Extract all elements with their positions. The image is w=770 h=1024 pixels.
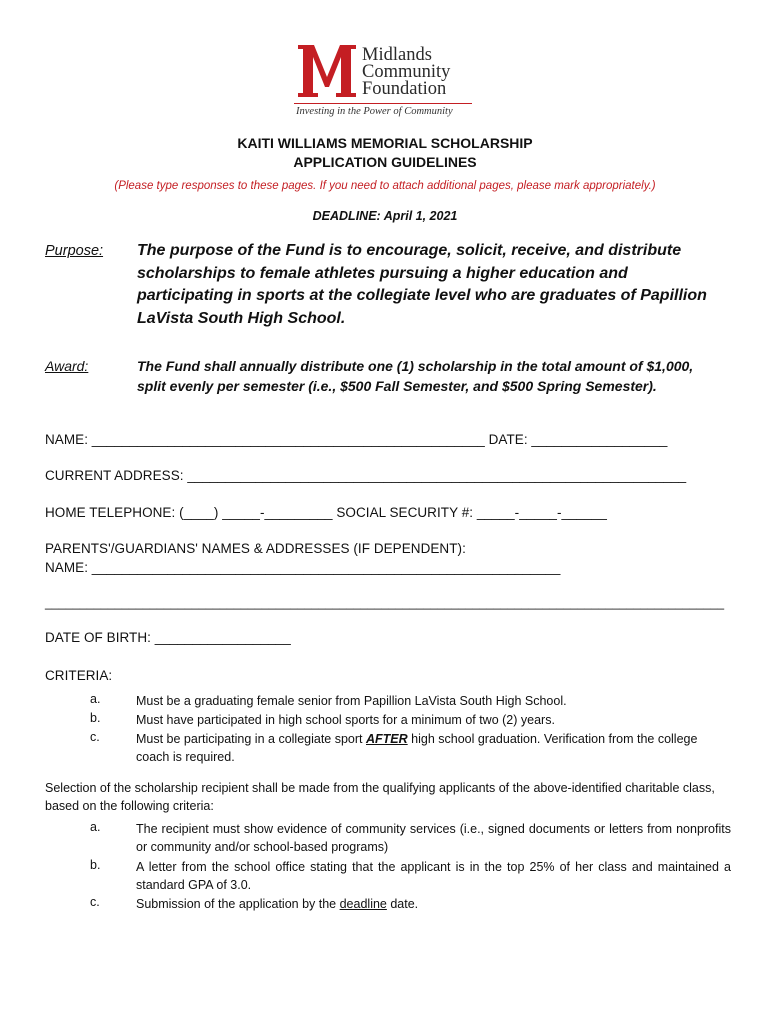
selection-intro: Selection of the scholarship recipient shall be made from the qualifying applicants of the above-identified charitable class, based on the following criteria: — [45, 781, 715, 813]
criteria-marker-b: b. — [90, 711, 101, 725]
parents-name-field[interactable]: NAME: ______________________________________________________________ — [45, 560, 561, 575]
logo-line-2: Community — [362, 62, 451, 82]
selection-marker-c: c. — [90, 895, 100, 909]
current-address-field[interactable]: CURRENT ADDRESS: __________________________________________________________________ — [45, 468, 687, 483]
selection-item-b: A letter from the school office stating that the applicant is in the top 25% of her class and maintained a standard GPA of 3.0. — [136, 860, 731, 892]
selection-item-c — [136, 895, 731, 913]
criteria-item-c-text-2: high school graduation. Verification from the college coach is required. — [136, 732, 698, 764]
selection-marker-b: b. — [90, 858, 101, 872]
criteria-marker-a: a. — [90, 692, 101, 706]
telephone-ssn-field[interactable]: HOME TELEPHONE: (____) _____-_________ SOCIAL SECURITY #: _____-_____-______ — [45, 505, 607, 520]
m-logo-icon — [296, 43, 358, 101]
purpose-text: The purpose of the Fund is to encourage, solicit, receive, and distribute scholarships to female athletes pursuing a higher education and participating in sports at the collegiate level who are graduates of Papillion LaVista South High School. — [137, 242, 707, 327]
criteria-item-c-emphasis: AFTER — [366, 732, 408, 746]
name-date-field[interactable]: NAME: ____________________________________________________ DATE: __________________ — [45, 432, 668, 447]
deadline: DEADLINE: April 1, 2021 — [312, 209, 458, 223]
criteria-item-c-text-1: Must be participating in a collegiate sport — [136, 732, 366, 746]
instruction-note: (Please type responses to these pages. If you need to attach additional pages, please mark appropriately.) — [114, 180, 656, 192]
criteria-item-a: Must be a graduating female senior from Papillion LaVista South High School. — [136, 694, 567, 708]
selection-item-c-text-1: Submission of the application by the — [136, 897, 340, 911]
selection-item-c-text-2: date. — [386, 897, 419, 911]
logo-tagline: Investing in the Power of Community — [296, 106, 453, 117]
selection-item-a: The recipient must show evidence of community services (i.e., signed documents or letters from nonprofits or community and/or school-based programs) — [136, 822, 731, 854]
logo-line-1: Midlands — [362, 45, 432, 65]
selection-item-c-underlined: deadline — [339, 897, 387, 911]
parents-label: PARENTS'/GUARDIANS' NAMES & ADDRESSES (IF DEPENDENT): — [45, 541, 466, 556]
document-title-line-1: KAITI WILLIAMS MEMORIAL SCHOLARSHIP — [237, 135, 533, 151]
criteria-item-c — [136, 730, 731, 766]
award-text: The Fund shall annually distribute one (1) scholarship in the total amount of $1,000, split evenly per semester (i.e., $500 Fall Semester, and $500 Spring Semester). — [137, 358, 694, 394]
logo-wordmark — [362, 47, 450, 98]
date-of-birth-field[interactable]: DATE OF BIRTH: __________________ — [45, 630, 291, 645]
logo-divider — [294, 103, 472, 104]
criteria-item-b: Must have participated in high school sports for a minimum of two (2) years. — [136, 713, 555, 727]
parents-address-field[interactable]: _________________________________________________________________________________________________ — [45, 596, 725, 610]
purpose-label: Purpose: — [45, 243, 104, 259]
logo-line-3: Foundation — [362, 79, 447, 99]
foundation-logo — [294, 43, 478, 121]
document-title-line-2: APPLICATION GUIDELINES — [293, 154, 477, 170]
criteria-label: CRITERIA: — [45, 668, 113, 683]
criteria-marker-c: c. — [90, 730, 100, 744]
award-label: Award: — [45, 358, 89, 374]
selection-marker-a: a. — [90, 820, 101, 834]
